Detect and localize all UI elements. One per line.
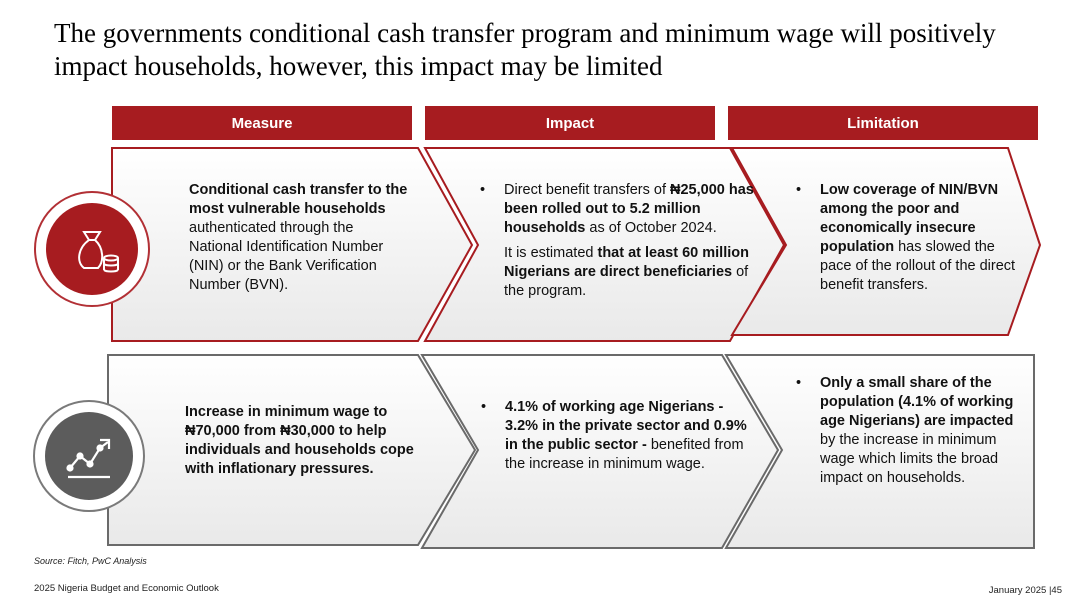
row2-measure-text: Increase in minimum wage to ₦70,000 from ₦30,000 to help individuals and households cope with inflationary pressures. bbox=[185, 404, 414, 477]
row1-impact-list bbox=[478, 181, 758, 307]
header-measure: Measure bbox=[112, 106, 412, 140]
source-note: Source: Fitch, PwC Analysis bbox=[34, 556, 147, 566]
footer-report-title: 2025 Nigeria Budget and Economic Outlook bbox=[34, 583, 219, 594]
list-item: • Only a small share of the population (4.1% of working age Nigerians) are impacted by the increase in minimum wage which limits the broad impact on households. bbox=[796, 375, 1014, 486]
list-item: • 4.1% of working age Nigerians - 3.2% in the private sector and 0.9% in the public sector - benefited from the increase in minimum wage. bbox=[481, 399, 747, 472]
header-impact: Impact bbox=[425, 106, 715, 140]
row1-limitation-list bbox=[794, 181, 1019, 301]
list-item: • Direct benefit transfers of ₦25,000 has been rolled out to 5.2 million households as of October 2024. bbox=[480, 182, 754, 236]
list-item: • Low coverage of NIN/BVN among the poor and economically insecure population has slowed the pace of the rollout of the direct benefit transfers. bbox=[796, 182, 1016, 293]
list-item: It is estimated that at least 60 million Nigerians are direct beneficiaries of the program. bbox=[504, 245, 749, 299]
row2-impact-list bbox=[479, 398, 759, 480]
footer-page-number: January 2025 |45 bbox=[988, 585, 1062, 596]
row2-limitation-list bbox=[794, 374, 1019, 494]
row1-measure-text: Conditional cash transfer to the most vulnerable households authenticated through the National Identification Number (NIN) or the Bank Verification Number (BVN). bbox=[189, 182, 408, 293]
header-limitation: Limitation bbox=[728, 106, 1038, 140]
page-title: The governments conditional cash transfer program and minimum wage will positively impact households, however, this impact may be limited bbox=[54, 18, 996, 81]
